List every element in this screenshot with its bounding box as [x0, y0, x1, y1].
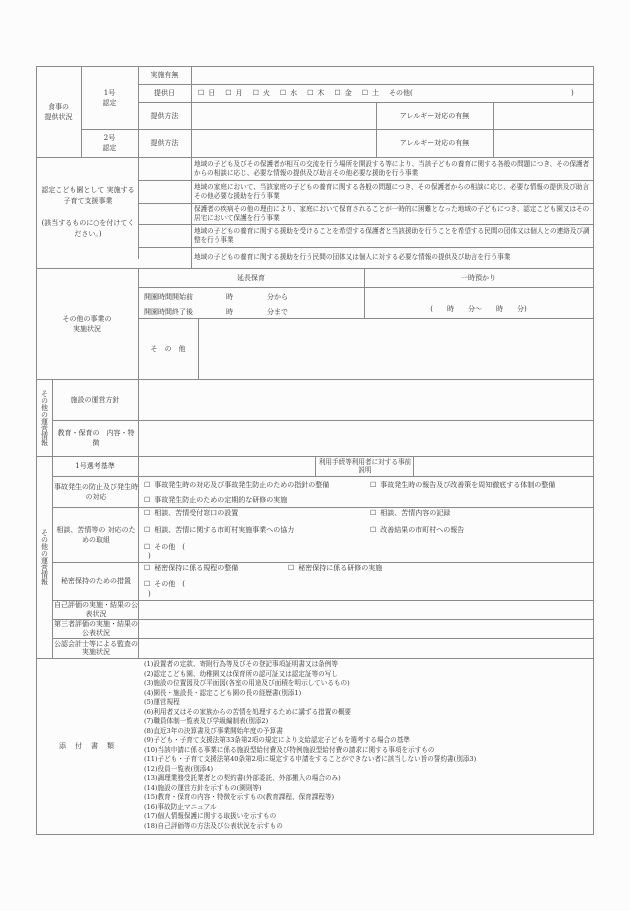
attachment-item: (18)自己評価等の方法及び公表状況を示すもの — [144, 821, 283, 830]
days-label: 提供日 — [154, 89, 175, 97]
temporary-care-label: 一時預かり — [461, 273, 496, 282]
prior-explain-field[interactable] — [414, 457, 593, 476]
complaint-option-4[interactable]: ☐ 改善結果の市町村への報告 — [370, 525, 464, 535]
third-eval-field[interactable] — [139, 620, 593, 638]
complaint-option-2[interactable]: ☐ 相談、苦情内容の記録 — [370, 508, 450, 518]
implemented-label: 実施有無 — [150, 71, 179, 79]
after-close-row — [144, 307, 364, 318]
support-item: 地域の子どもの養育に関する援助を行う民間の団体又は個人に対する必要な情報の提供及び助言を行う事業 — [194, 253, 511, 262]
before-open-label: 開園時間開始前 — [144, 293, 193, 301]
policy-field[interactable] — [139, 380, 593, 420]
accident-option-2[interactable]: ☐ 事故発生時の報告及び改善策を周知徹底する体制の整備 — [370, 480, 555, 490]
day-checkbox-mon[interactable]: ☐ 月 — [225, 88, 242, 98]
selection-criteria-field[interactable] — [139, 457, 315, 476]
cert1-allergy-label: アレルギー対応の有無 — [399, 111, 470, 120]
cert1-method-label: 提供方法 — [150, 111, 179, 120]
support-mark-1[interactable] — [139, 158, 191, 180]
secrecy-option-1[interactable]: ☐ 秘密保持に係る規程の整備 — [144, 563, 238, 573]
attachment-item: (17)個人情報保護に関する取扱いを示すもの — [144, 812, 277, 820]
secrecy-other-close: ) — [148, 590, 151, 598]
table-border — [36, 834, 594, 835]
prior-explain-label: 利用手続等利用者に対する事前説明 — [318, 458, 412, 474]
other-business-label: その他の事業の 実施状況 — [62, 314, 112, 333]
hour-unit: 時 — [226, 293, 233, 301]
days-other-label: その他( — [388, 89, 413, 97]
days-other-close: ) — [571, 89, 574, 97]
temporary-care-time: ( 時 分〜 時 分) — [430, 305, 527, 313]
secrecy-label: 秘密保持のための措置 — [61, 577, 131, 585]
from-minute-unit: 分から — [267, 293, 288, 301]
before-open-row — [144, 292, 364, 303]
attachment-item: (10)当該申請に係る事業に係る施設型給付費及び特例施設型給付費の請求に関する事項を示すもの — [144, 745, 435, 754]
audit-field[interactable] — [139, 639, 593, 658]
support-item: 地域の家庭において、当該家庭の子どもの養育に関する各般の問題につき、その保護者からの相談に応じ、必要な情報の提供及び助言その他必要な援助を行う事業 — [194, 182, 590, 200]
ops2-section-label: その他の運営情報 — [40, 529, 49, 585]
cert2-label: 2号 認定 — [102, 134, 117, 152]
attachment-item: (1)設置者の定款、寄附行為等及びその登記事項証明書又は条例等 — [144, 660, 338, 668]
support-item: 保護者の疾病その他の理由により、家庭において保育されることが一時的に困難となった地域の子どもにつき、認定こども園又はその居宅において保護を行う事業 — [194, 204, 590, 222]
self-eval-label: 自己評価の実施・結果の公表状況 — [54, 601, 138, 618]
attachment-item: (4)園長・施設長・認定こども園の長の経歴書(別添1) — [144, 688, 302, 697]
attachment-item: (11)子ども・子育て支援法第40条第2項に規定する申請をすることができない者に該当しない旨の誓約書(別添3) — [144, 755, 477, 763]
self-eval-field[interactable] — [139, 601, 593, 619]
attachment-item: (5)運営規程 — [144, 698, 180, 706]
attachments-list — [144, 660, 592, 832]
other-label: そ の 他 — [150, 345, 186, 353]
third-eval-label: 第三者評価の実施・結果の公表状況 — [54, 620, 138, 637]
support-item: 地域の子どもの養育に関する援助を受けることを希望する保護者と当該援助を行うことを希望する民間の団体又は個人との連絡及び調整を行う事業 — [194, 226, 590, 244]
day-checkbox-wed[interactable]: ☐ 水 — [280, 88, 297, 98]
attachments-label: 添 付 書 類 — [59, 742, 115, 750]
attachment-item: (15)教育・保育の内容・特徴を示すもの(教育課程、保育課程等) — [144, 793, 335, 801]
complaint-label: 相談、苦情等の 対応のための取組 — [56, 525, 136, 544]
selection-criteria-label: 1号選考基準 — [75, 462, 115, 470]
secrecy-option-2[interactable]: ☐ 秘密保持に係る研修の実施 — [288, 563, 382, 573]
accident-option-1[interactable]: ☐ 事故発生時の対応及び事故発生防止のための指針の整備 — [144, 480, 329, 490]
attachment-item: (3)施設の位置図及び平面図(各室の用途及び面積を明示しているもの) — [144, 679, 350, 687]
table-gridline — [52, 456, 53, 658]
meal-section-label: 食事の 提供状況 — [44, 102, 73, 121]
content-label: 教育・保育の 内容・特徴 — [57, 429, 135, 447]
attachment-item: (14)施設の運営方針を示すもの(園則等) — [144, 783, 262, 792]
table-gridline — [315, 456, 316, 476]
cert1-allergy-field[interactable] — [494, 102, 593, 129]
cert2-method-label: 提供方法 — [150, 139, 179, 147]
day-checkbox-thu[interactable]: ☐ 木 — [307, 88, 324, 98]
table-gridline — [138, 287, 594, 288]
policy-label: 施設の運営方針 — [70, 395, 120, 404]
cert1-method-field[interactable] — [192, 102, 376, 129]
day-checkbox-tue[interactable]: ☐ 火 — [253, 88, 270, 98]
cert2-allergy-label: アレルギー対応の有無 — [399, 139, 470, 147]
table-gridline — [191, 157, 192, 268]
complaint-option-1[interactable]: ☐ 相談、苦情受付窓口の設置 — [144, 508, 238, 518]
support-item: 地域の子ども及びその保護者が相互の交流を行う場所を開設する等により、当該子どもの養育に関する各般の問題につき、その保護者からの相談に応じ、必要な情報の提供及び助言その他必要な援助を行う事業 — [194, 159, 590, 177]
complaint-option-3[interactable]: ☐ 相談、苦情に関する市町村実施事業への協力 — [144, 525, 294, 535]
other-field[interactable] — [199, 319, 593, 379]
complaint-option-other[interactable]: ☐ その他 ( — [144, 542, 185, 552]
attachment-item: (13)調理業務受託業者との契約書(外部委託、外部搬入の場合のみ) — [144, 774, 341, 782]
attachment-item: (2)認定こども園、幼稚園又は保育所の認可証又は認定証等の写し — [144, 669, 338, 678]
ops1-section-label: その他の運営情報 — [40, 389, 49, 446]
accident-option-3[interactable]: ☐ 事故発生防止のための定期的な研修の実施 — [144, 495, 287, 505]
days-checkboxes — [198, 84, 593, 102]
after-close-label: 開園時間終了後 — [144, 308, 193, 316]
complaint-other-close: ) — [148, 552, 151, 560]
attachment-item: (7)職員体制一覧表及び学級編制表(別添2) — [144, 717, 269, 725]
to-minute-unit: 分まで — [267, 308, 288, 316]
support-mark-4[interactable] — [139, 225, 191, 247]
table-border — [593, 66, 594, 835]
cert1-label: 1号 認定 — [102, 88, 117, 107]
support-mark-3[interactable] — [139, 204, 191, 224]
cert2-method-field[interactable] — [192, 129, 376, 157]
extended-care-label: 延長保育 — [237, 273, 265, 282]
day-checkbox-fri[interactable]: ☐ 金 — [334, 88, 351, 98]
audit-label: 公認会計士等による監査の実施状況 — [54, 639, 138, 656]
hour-unit: 時 — [226, 308, 233, 316]
support-mark-2[interactable] — [139, 181, 191, 203]
attachment-item: (6)利用者又はその家族からの苦情を処理するために講ずる措置の概要 — [144, 707, 352, 716]
attachment-item: (12)役員一覧表(別添4) — [144, 764, 214, 773]
attachment-item: (9)子ども・子育て支援法第33条第2項の規定により支給認定子どもを選考する場合の基準 — [144, 736, 410, 744]
attachment-item: (8)直近3年の決算書及び事業開始年度の予算書 — [144, 726, 283, 735]
secrecy-option-other[interactable]: ☐ その他 ( — [144, 579, 185, 589]
accident-label: 事故発生の防止及び発生時の対応 — [54, 482, 138, 501]
content-field[interactable] — [139, 421, 593, 456]
day-checkbox-sat[interactable]: ☐ 土 — [362, 88, 379, 98]
support-mark-5[interactable] — [139, 248, 191, 268]
implemented-field[interactable] — [192, 66, 593, 84]
attachment-item: (16)事故防止マニュアル — [144, 802, 217, 811]
cert2-allergy-field[interactable] — [494, 129, 593, 157]
day-checkbox-sun[interactable]: ☐ 日 — [198, 88, 215, 98]
support-section-label: 認定こども園として 実施する 子育て支援事業 (該当するものに○を付けてください。) — [41, 186, 135, 238]
